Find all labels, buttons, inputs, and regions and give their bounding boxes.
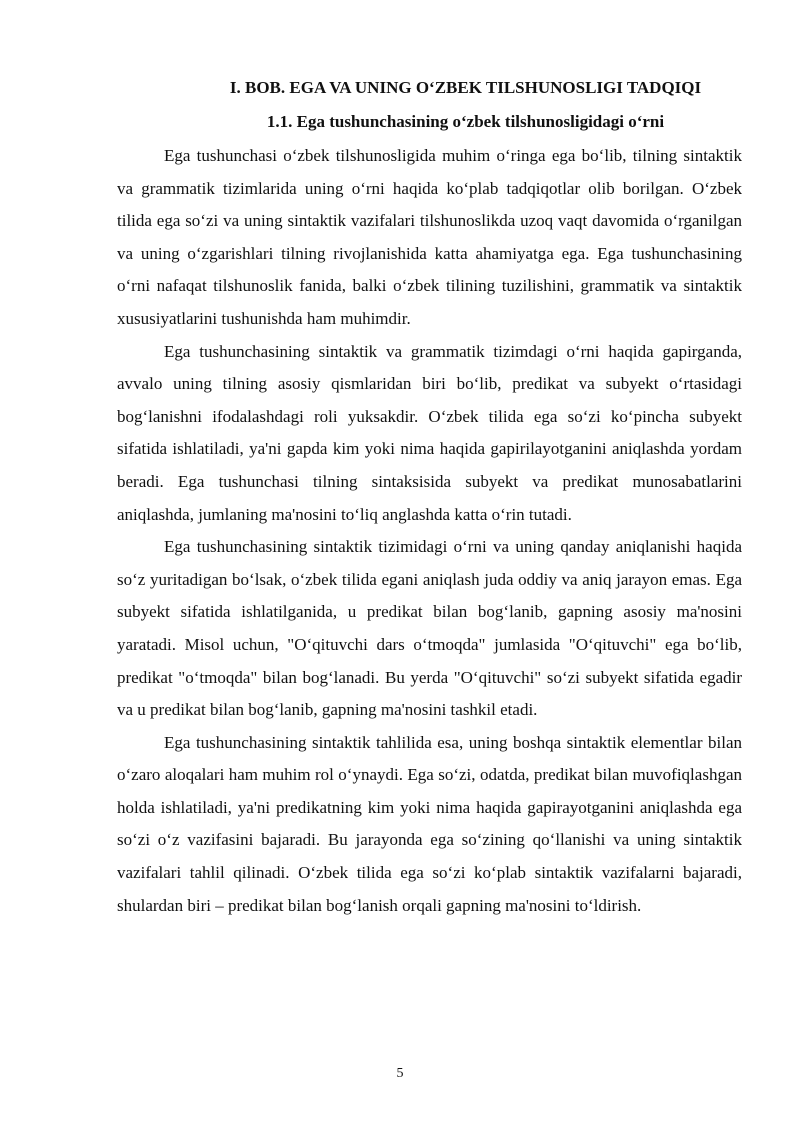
paragraph-3: Ega tushunchasining sintaktik tizimidagi o‘rni va uning qanday aniqlanishi haqida so‘z yuritadigan bo‘lsak, o‘zbek tilida egani aniqlash juda oddiy va aniq jarayon emas. Ega subyekt sifatida ishlatilganida, u predikat bilan bog‘lanib, gapning asosiy ma'nosini yaratadi. Misol uchun, "O‘qituvchi dars o‘tmoqda" jumlasida "O‘qituvchi" ega bo‘lib, predikat "o‘tmoqda" bilan bog‘lanadi. Bu yerda "O‘qituvchi" so‘zi subyekt sifatida egadir va u predikat bilan bog‘lanib, gapning ma'nosini tashkil etadi. <box>117 537 742 720</box>
document-page <box>117 70 742 922</box>
paragraph-1: Ega tushunchasi o‘zbek tilshunosligida muhim o‘ringa ega bo‘lib, tilning sintaktik va grammatik tizimlarida uning o‘rni haqida ko‘plab tadqiqotlar olib borilgan. O‘zbek tilida ega so‘zi va uning sintaktik vazifalari tilshunoslikda uzoq vaqt davomida o‘rganilgan va uning o‘zgarishlari tilning rivojlanishida katta ahamiyatga ega. Ega tushunchasining o‘rni nafaqat tilshunoslik fanida, balki o‘zbek tilining tuzilishini, grammatik va sintaktik xususiyatlarini tushunishda ham muhimdir. <box>117 146 742 328</box>
page-number: 5 <box>396 1066 404 1081</box>
paragraph-2: Ega tushunchasining sintaktik va grammatik tizimdagi o‘rni haqida gapirganda, avvalo uning tilning asosiy qismlaridan biri bo‘lib, predikat va subyekt o‘rtasidagi bog‘lanishni ifodalashdagi roli yuksakdir. O‘zbek tilida ega so‘zi ko‘pincha subyekt sifatida ishlatiladi, ya'ni gapda kim yoki nima haqida gapirilayotganini aniqlashda yordam beradi. Ega tushunchasi tilning sintaksisida subyekt va predikat munosabatlarini aniqlashda, jumlaning ma'nosini to‘liq anglashda katta o‘rin tutadi. <box>117 341 742 524</box>
paragraph-4: Ega tushunchasining sintaktik tahlilida esa, uning boshqa sintaktik elementlar bilan o‘zaro aloqalari ham muhim rol o‘ynaydi. Ega so‘zi, odatda, predikat bilan muvofiqlashgan holda ishlatiladi, ya'ni predikatning kim yoki nima haqida gapirayotganini aniqlashda ega so‘zi o‘z vazifasini bajaradi. Bu jarayonda ega so‘zining qo‘llanishi va uning sintaktik vazifalari tahlil qilinadi. O‘zbek tilida ega so‘zi ko‘plab sintaktik vazifalarni bajaradi, shulardan biri – predikat bilan bog‘lanish orqali gapning ma'nosini to‘ldirish. <box>117 732 742 915</box>
chapter-title: I. BOB. EGA VA UNING O‘ZBEK TILSHUNOSLIGI TADQIQI <box>229 78 702 97</box>
section-title: 1.1. Ega tushunchasining o‘zbek tilshunosligidagi o‘rni <box>266 112 665 131</box>
